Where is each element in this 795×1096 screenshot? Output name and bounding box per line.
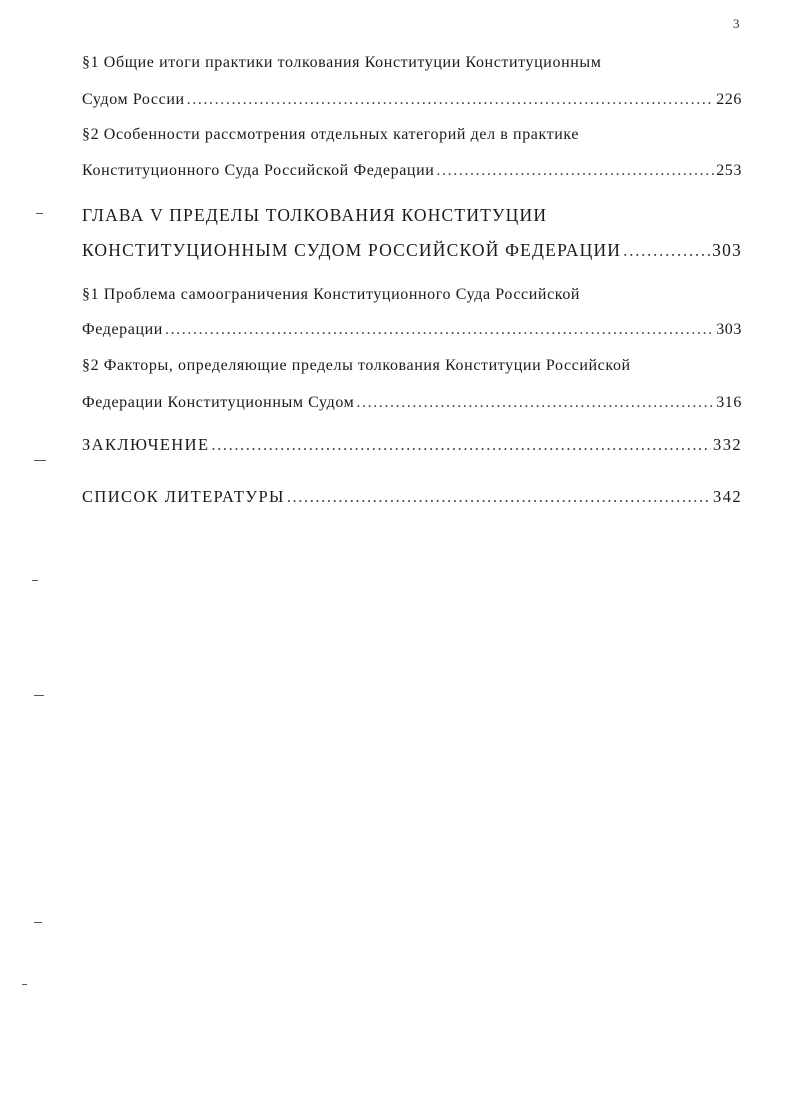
toc-chapter-text: ГЛАВА V ПРЕДЕЛЫ ТОЛКОВАНИЯ КОНСТИТУЦИИ <box>82 205 548 225</box>
toc-entry-text: СПИСОК ЛИТЕРАТУРЫ <box>82 487 285 506</box>
toc-entry-text: §2 Факторы, определяющие пределы толкования Конституции Российской <box>82 357 631 374</box>
toc-entry-conclusion[interactable] <box>82 435 742 455</box>
toc-entry-text: Конституционного Суда Российской Федерации <box>82 162 435 179</box>
scan-mark <box>34 460 46 461</box>
toc-chapter-5-title <box>82 205 742 226</box>
toc-entry-text: ЗАКЛЮЧЕНИЕ <box>82 435 210 454</box>
dot-leader <box>165 321 714 339</box>
toc-page-number: 303 <box>712 240 742 260</box>
toc-entry-text: Федерации <box>82 321 163 338</box>
toc-entry-s1-title <box>82 54 742 72</box>
scan-mark <box>32 580 38 581</box>
dot-leader <box>356 394 714 412</box>
page-number: 3 <box>733 16 740 31</box>
dot-leader <box>211 435 711 455</box>
toc-entry-s2-title <box>82 126 742 144</box>
scan-mark <box>34 922 42 923</box>
toc-page-number: 303 <box>716 321 742 338</box>
toc-page-number: 332 <box>713 435 742 454</box>
toc-entry-c5s1-title <box>82 286 742 304</box>
scan-mark <box>22 984 27 985</box>
toc-entry-text: Федерации Конституционным Судом <box>82 394 355 411</box>
toc-entry-bibliography[interactable] <box>82 487 742 507</box>
toc-page-number: 316 <box>716 394 742 411</box>
toc-entry-c5s1[interactable] <box>82 321 742 339</box>
toc-page-number: 253 <box>716 162 742 179</box>
toc-page-number: 342 <box>713 487 742 506</box>
toc-entry-text: Судом России <box>82 91 185 108</box>
toc-entry-text: §1 Общие итоги практики толкования Конституции Конституционным <box>82 54 602 71</box>
toc-entry-text: §2 Особенности рассмотрения отдельных категорий дел в практике <box>82 126 580 143</box>
dot-leader <box>623 240 710 261</box>
scan-mark <box>34 695 44 696</box>
scan-mark <box>36 213 43 214</box>
toc-chapter-5[interactable] <box>82 240 742 261</box>
dot-leader <box>187 91 715 109</box>
dot-leader <box>287 487 711 507</box>
toc-entry-s2[interactable] <box>82 162 742 180</box>
dot-leader <box>436 162 714 180</box>
toc-entry-s1[interactable] <box>82 91 742 109</box>
toc-entry-text: §1 Проблема самоограничения Конституционного Суда Российской <box>82 286 581 303</box>
toc-entry-c5s2-title <box>82 357 742 375</box>
toc-entry-c5s2[interactable] <box>82 394 742 412</box>
toc-page-number: 226 <box>716 91 742 108</box>
toc-chapter-text: КОНСТИТУЦИОННЫМ СУДОМ РОССИЙСКОЙ ФЕДЕРАЦИИ <box>82 240 622 260</box>
